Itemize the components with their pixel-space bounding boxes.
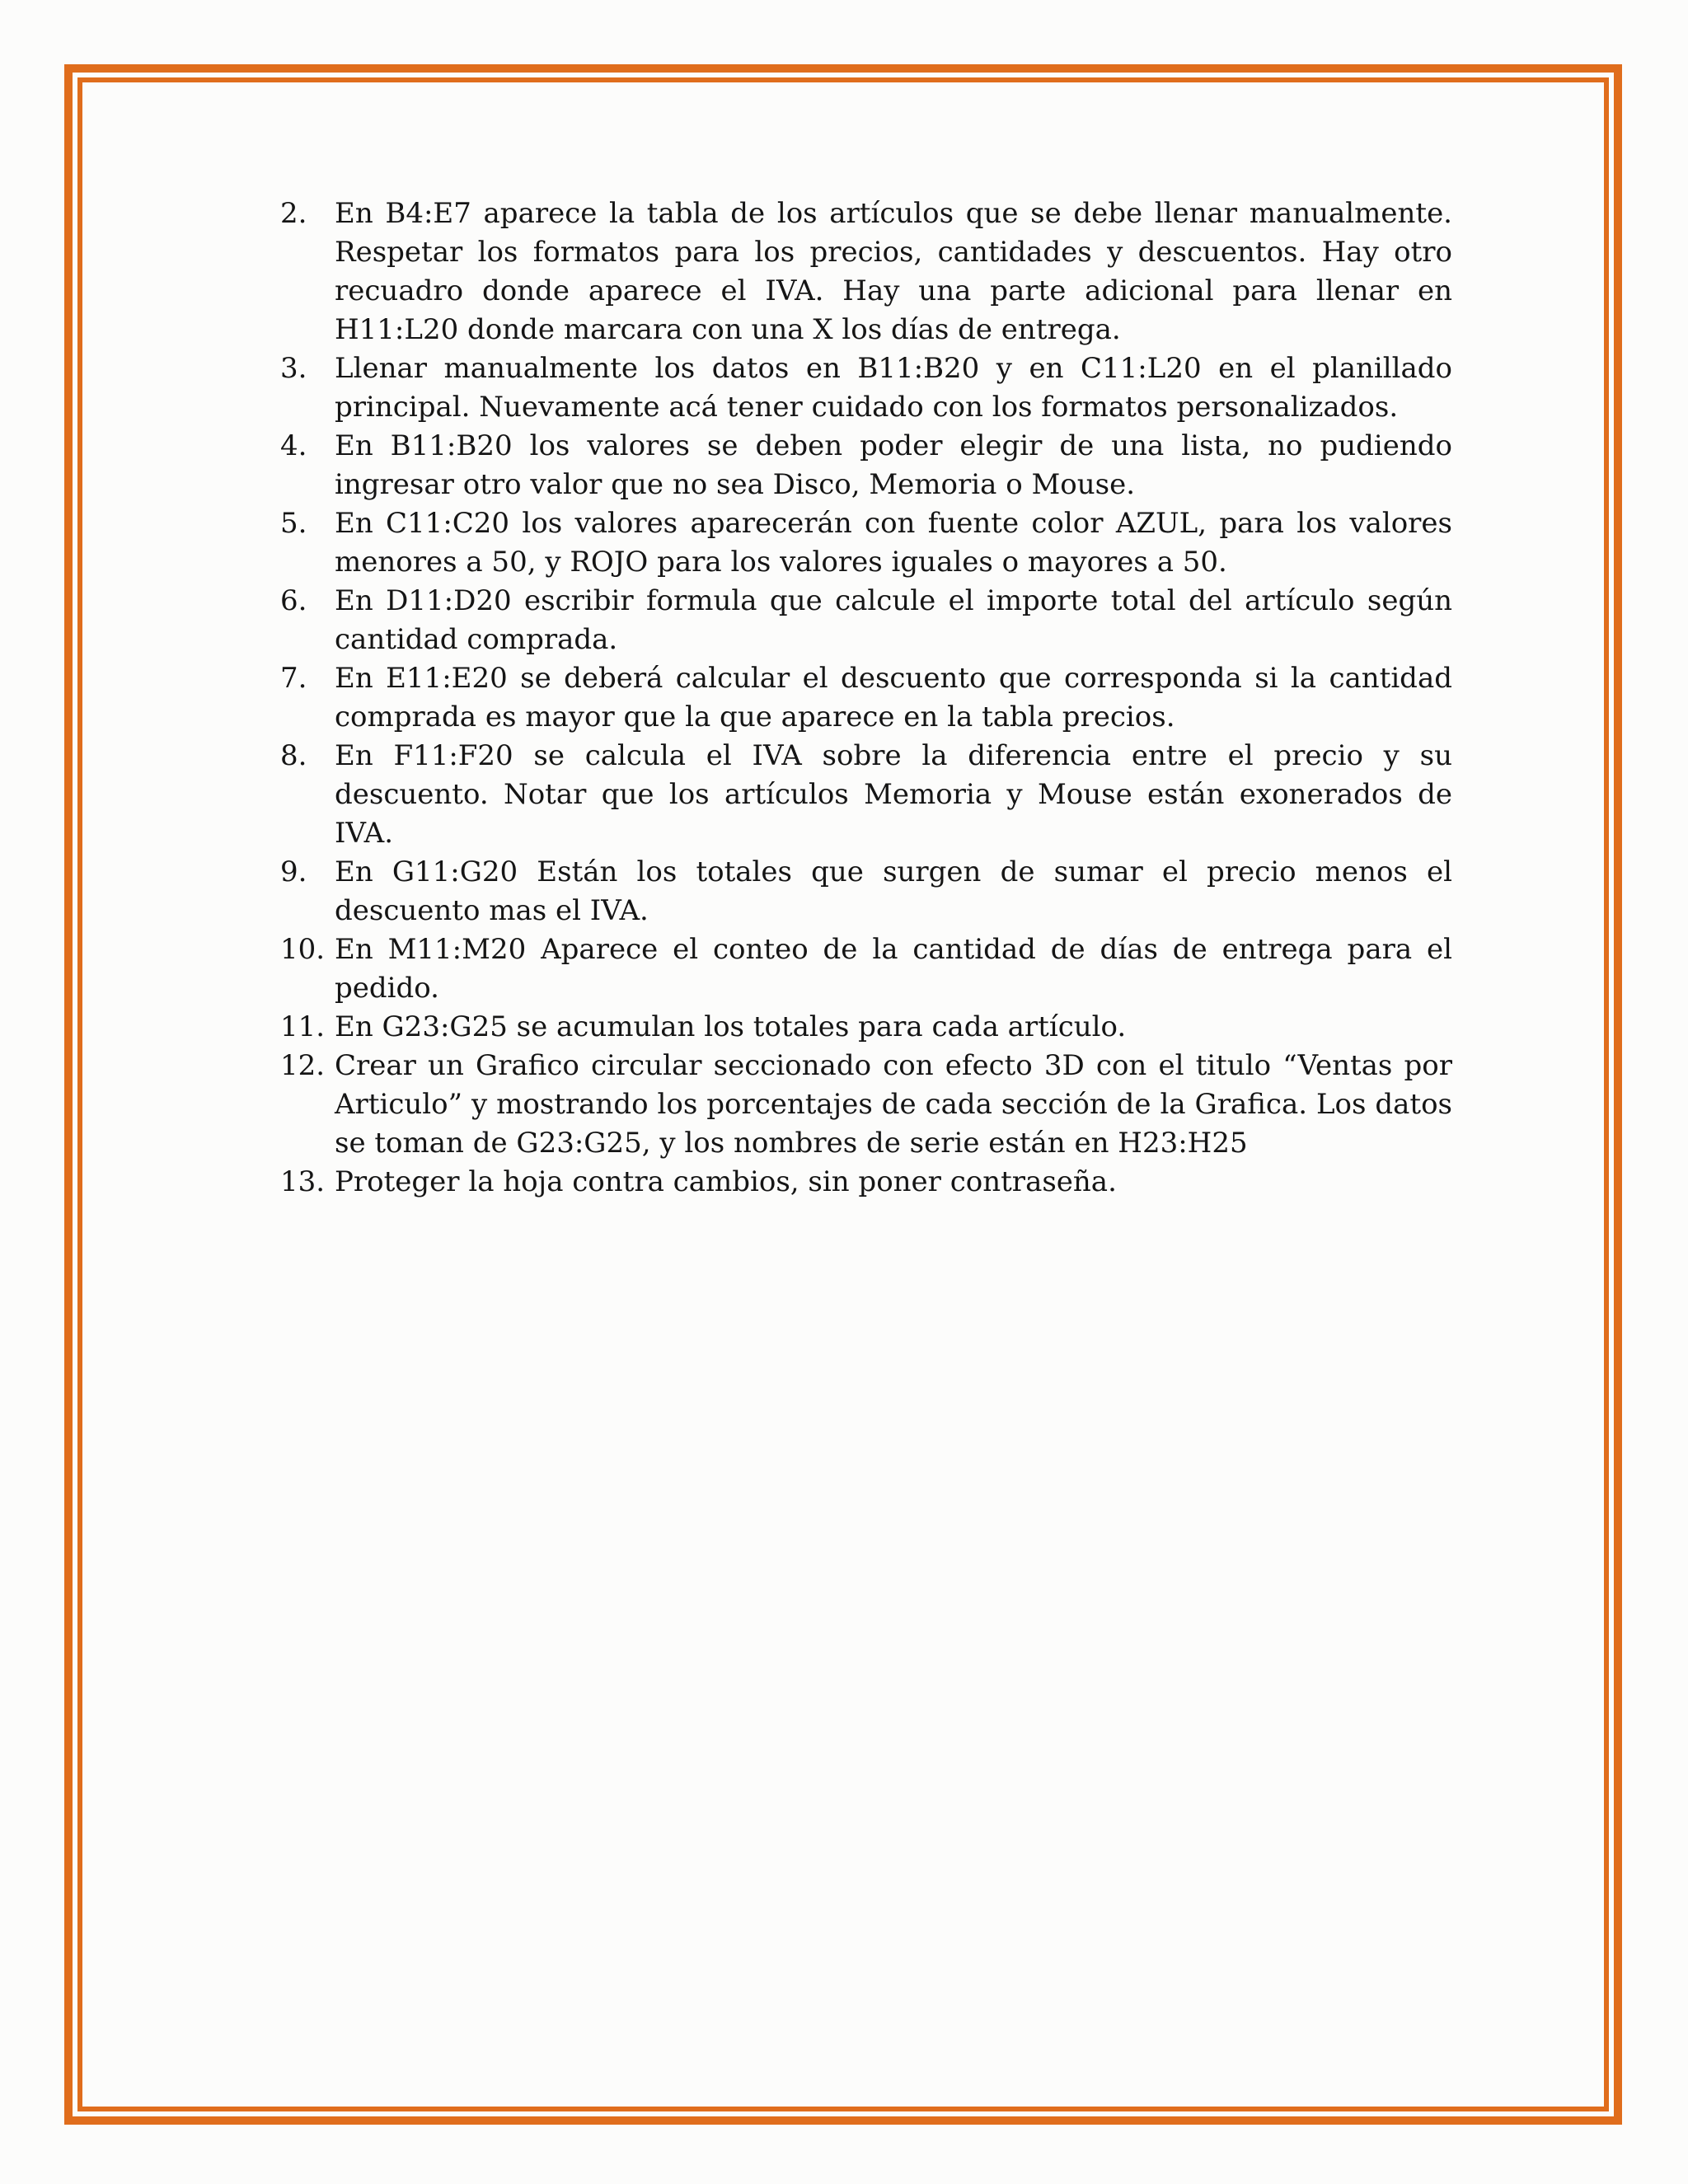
- list-item-number: 11.: [280, 1010, 326, 1043]
- list-item-text: En B4:E7 aparece la tabla de los artículos que se debe llenar manualmente. Respetar los formatos para los precios, cantidades y descuentos. Hay otro recuadro donde aparece el IVA. Hay una parte adicional para llenar en H11:L20 donde marcara con una X los días de entrega.: [335, 197, 1452, 346]
- list-item-number: 12.: [280, 1049, 326, 1082]
- document-body: [280, 194, 1452, 1202]
- list-item-number: 6.: [280, 584, 307, 617]
- list-item: [280, 1047, 1452, 1163]
- list-item: [280, 930, 1452, 1008]
- list-item: [280, 659, 1452, 737]
- list-item-number: 13.: [280, 1165, 326, 1198]
- list-item-text: En D11:D20 escribir formula que calcule el importe total del artículo según cantidad comprada.: [335, 584, 1452, 656]
- list-item-text: En C11:C20 los valores aparecerán con fuente color AZUL, para los valores menores a 50, y ROJO para los valores iguales o mayores a 50.: [335, 507, 1452, 579]
- list-item: [280, 504, 1452, 582]
- list-item-number: 7.: [280, 662, 307, 695]
- list-item: [280, 427, 1452, 504]
- list-item: [280, 1008, 1452, 1047]
- list-item: [280, 194, 1452, 349]
- list-item-text: Proteger la hoja contra cambios, sin poner contraseña.: [335, 1165, 1117, 1198]
- list-item-number: 5.: [280, 507, 307, 540]
- list-item-text: En F11:F20 se calcula el IVA sobre la diferencia entre el precio y su descuento. Notar que los artículos Memoria y Mouse están exonerados de IVA.: [335, 739, 1452, 850]
- list-item-text: Llenar manualmente los datos en B11:B20 y en C11:L20 en el planillado principal. Nuevamente acá tener cuidado con los formatos personalizados.: [335, 352, 1452, 424]
- list-item-text: En M11:M20 Aparece el conteo de la cantidad de días de entrega para el pedido.: [335, 933, 1452, 1005]
- list-item: [280, 1163, 1452, 1202]
- list-item: [280, 582, 1452, 659]
- instruction-list: [280, 194, 1452, 1202]
- list-item-text: Crear un Grafico circular seccionado con efecto 3D con el titulo “Ventas por Articulo” y mostrando los porcentajes de cada sección de la Grafica. Los datos se toman de G23:G25, y los nombres de serie están en H23:H25: [335, 1049, 1452, 1160]
- list-item: [280, 737, 1452, 853]
- list-item-number: 2.: [280, 197, 307, 230]
- list-item-text: En G23:G25 se acumulan los totales para cada artículo.: [335, 1010, 1127, 1043]
- list-item-number: 8.: [280, 739, 307, 772]
- list-item-number: 9.: [280, 855, 307, 888]
- list-item: [280, 853, 1452, 930]
- list-item-text: En G11:G20 Están los totales que surgen de sumar el precio menos el descuento mas el IVA.: [335, 855, 1452, 927]
- list-item-number: 10.: [280, 933, 326, 966]
- list-item-number: 4.: [280, 429, 307, 462]
- list-item-number: 3.: [280, 352, 307, 385]
- list-item-text: En B11:B20 los valores se deben poder elegir de una lista, no pudiendo ingresar otro valor que no sea Disco, Memoria o Mouse.: [335, 429, 1452, 501]
- list-item: [280, 349, 1452, 427]
- list-item-text: En E11:E20 se deberá calcular el descuento que corresponda si la cantidad comprada es mayor que la que aparece en la tabla precios.: [335, 662, 1452, 733]
